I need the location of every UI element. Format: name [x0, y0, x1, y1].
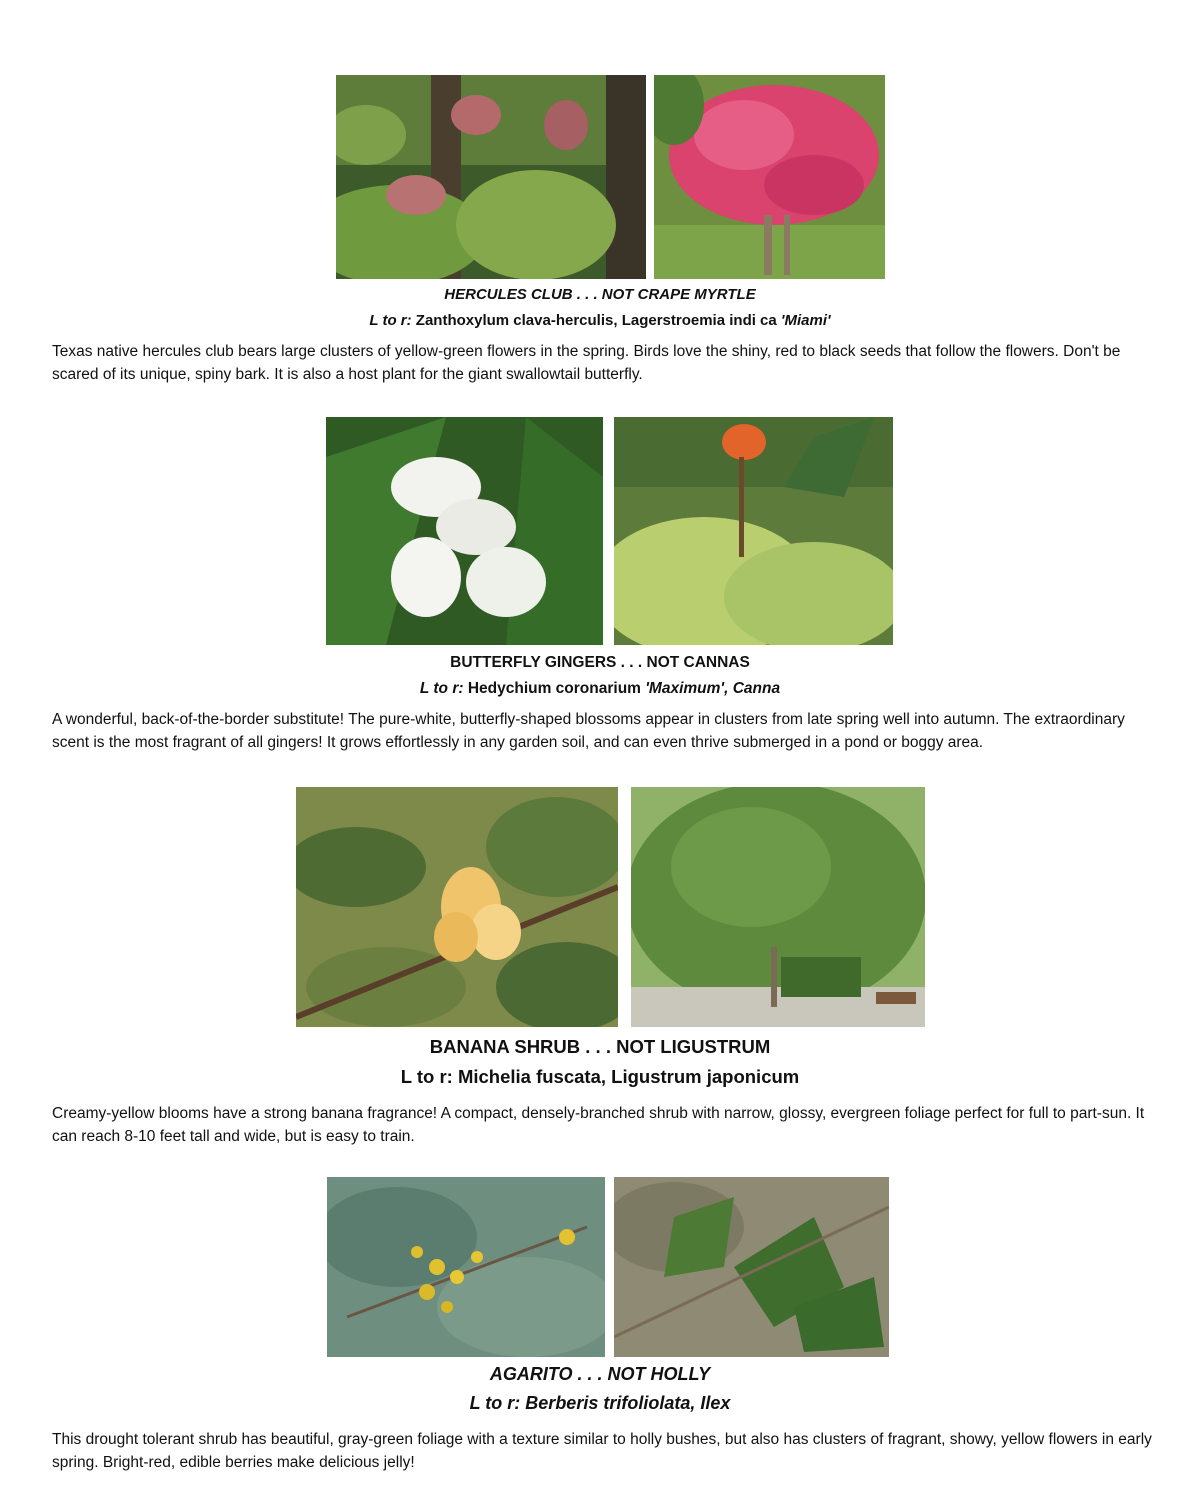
species-label: L to r: [369, 312, 412, 329]
canna-photo [614, 417, 893, 645]
agarito-photo [327, 1177, 605, 1357]
banana-shrub-photo [296, 787, 618, 1027]
section-3-species: L to r: Michelia fuscata, Ligustrum japonicum [400, 1066, 800, 1087]
section-2-description: A wonderful, back-of-the-border substitute! The pure-white, butterfly-shaped blossoms appear in clusters from late spring well into autumn. The extraordinary scent is the most fragrant of all gingers! It grows effortlessly in any garden soil, and can even thrive submerged in a pond or boggy area. [52, 711, 1125, 751]
section-1-description: Texas native hercules club bears large clusters of yellow-green flowers in the spring. Birds love the shiny, red to black seeds that follow the flowers. Don't be scared of its unique, spiny bark. It is also a host plant for the giant swallowtail butterfly. [52, 343, 1121, 383]
section-3-description: Creamy-yellow blooms have a strong banana fragrance! A compact, densely-branched shrub with narrow, glossy, evergreen foliage perfect for full to part-sun. It can reach 8-10 feet tall and wide, but is easy to train. [52, 1105, 1145, 1145]
species-label: L to r: [400, 1066, 453, 1087]
section-1-title: HERCULES CLUB . . . NOT CRAPE MYRTLE [444, 286, 756, 303]
section-4-description: This drought tolerant shrub has beautiful, gray-green foliage with a texture similar to holly bushes, but also has clusters of fragrant, showy, yellow flowers in early spring. Bright-red, edible berries make delicious jelly! [52, 1431, 1152, 1471]
section-1-species: L to r: Zanthoxylum clava-herculis, Lagerstroemia indi ca 'Miami' [369, 312, 831, 329]
section-4-title: AGARITO . . . NOT HOLLY [489, 1364, 711, 1384]
butterfly-ginger-photo [326, 417, 603, 645]
crape-myrtle-photo [654, 75, 885, 279]
holly-photo [614, 1177, 889, 1357]
section-2-title: BUTTERFLY GINGERS . . . NOT CANNAS [450, 654, 750, 671]
section-2-species: L to r: Hedychium coronarium 'Maximum', Canna [419, 680, 781, 697]
species-label: L to r: [469, 1393, 521, 1413]
species-label: L to r: [419, 680, 464, 697]
section-3-title: BANANA SHRUB . . . NOT LIGUSTRUM [429, 1036, 771, 1057]
ligustrum-photo [631, 787, 925, 1027]
section-4-species: L to r: Berberis trifoliolata, Ilex [469, 1393, 731, 1413]
hercules-club-photo [336, 75, 646, 279]
